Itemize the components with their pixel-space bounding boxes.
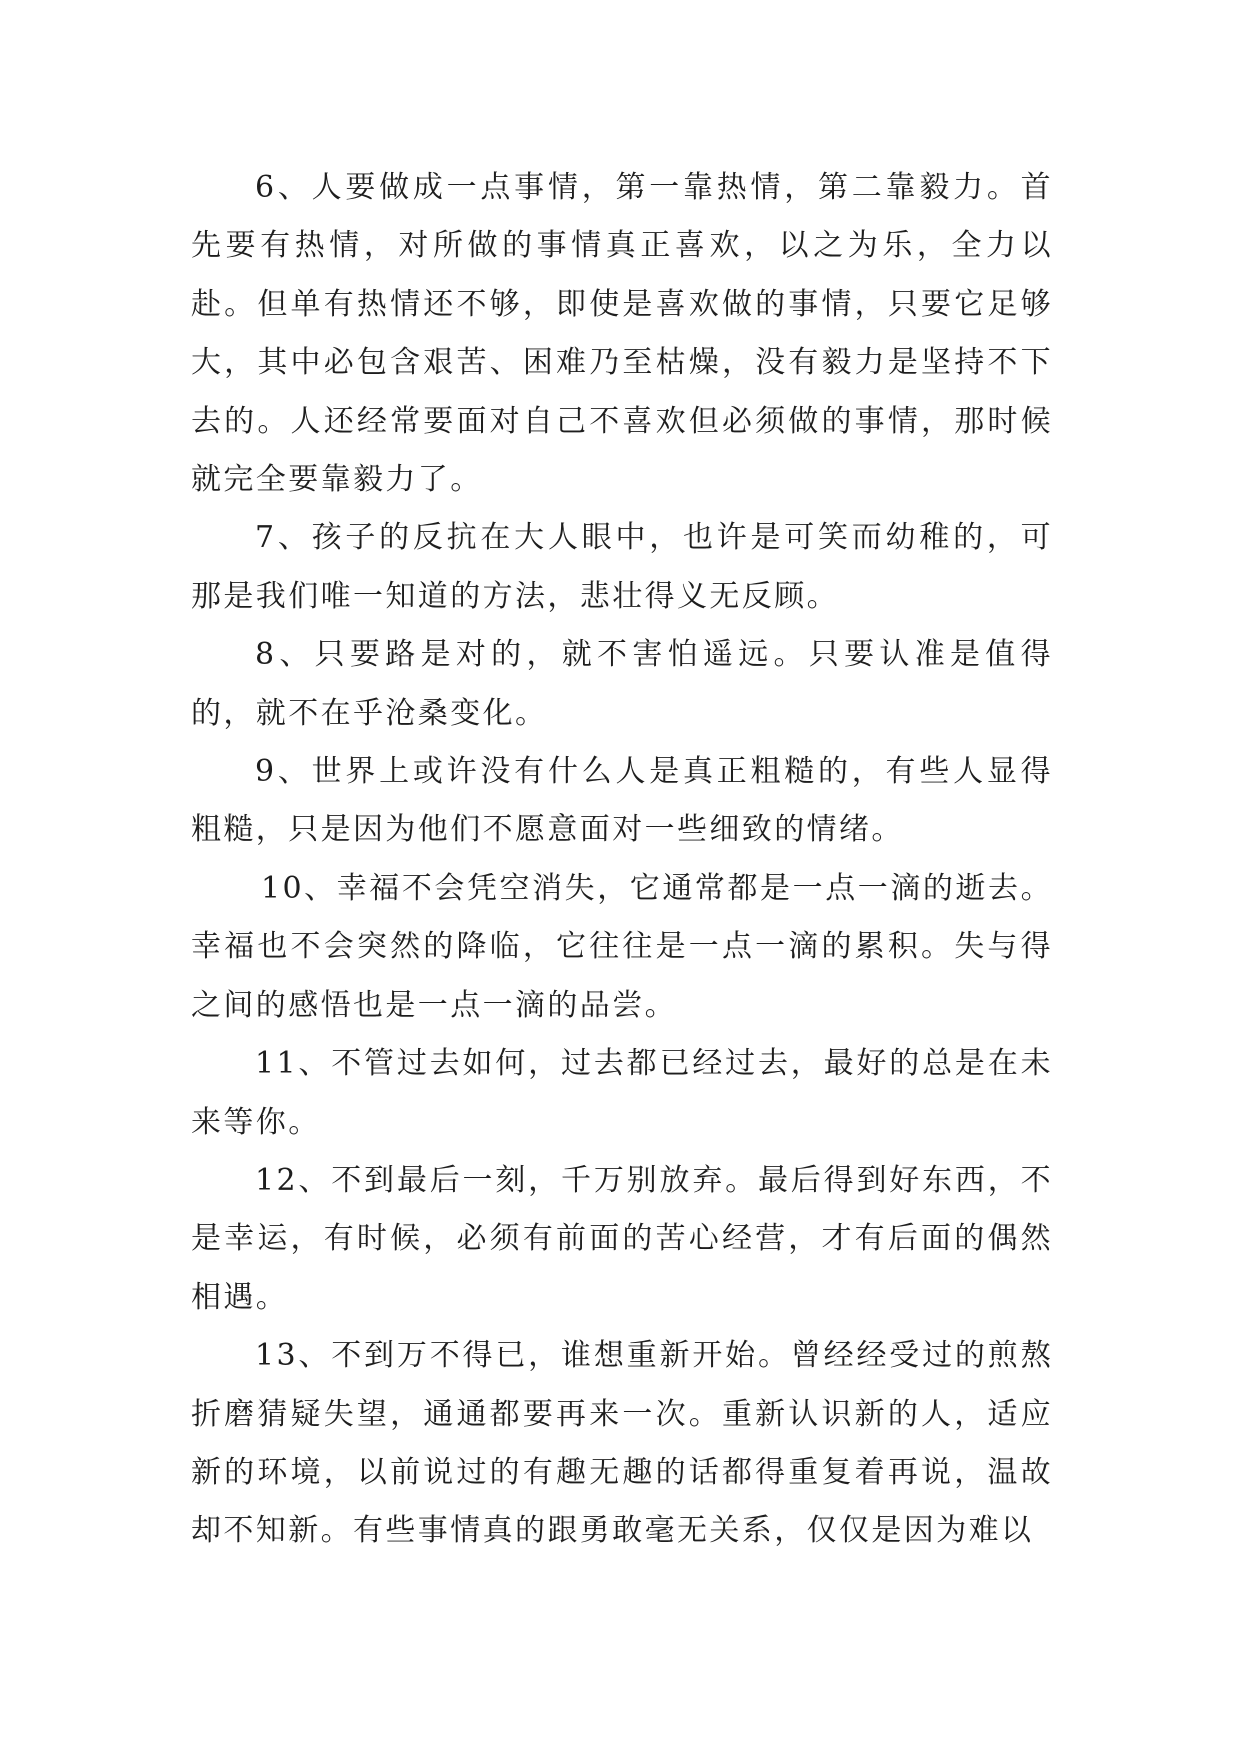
paragraph-10: 10、幸福不会凭空消失，它通常都是一点一滴的逝去。幸福也不会突然的降临，它往往是一点一滴的累积。失与得之间的感悟也是一点一滴的品尝。: [191, 870, 1053, 1023]
paragraph-8: 8、只要路是对的，就不害怕遥远。只要认准是值得的，就不在乎沧桑变化。: [191, 637, 1053, 731]
paragraph-11: 11、不管过去如何，过去都已经过去，最好的总是在未来等你。: [191, 1046, 1053, 1140]
paragraph-12: 12、不到最后一刻，千万别放弃。最后得到好东西，不是幸运，有时候，必须有前面的苦心经营，才有后面的偶然相遇。: [191, 1162, 1053, 1315]
document-body: [191, 159, 1053, 1561]
paragraph-13: 13、不到万不得已，谁想重新开始。曾经经受过的煎熬折磨猜疑失望，通通都要再来一次。重新认识新的人，适应新的环境，以前说过的有趣无趣的话都得重复着再说，温故却不知新。有些事情真的跟勇敢毫无关系，仅仅是因为难以: [191, 1338, 1053, 1549]
paragraph-9: 9、世界上或许没有什么人是真正粗糙的，有些人显得粗糙，只是因为他们不愿意面对一些细致的情绪。: [191, 754, 1053, 848]
paragraph-7: 7、孩子的反抗在大人眼中，也许是可笑而幼稚的，可那是我们唯一知道的方法，悲壮得义无反顾。: [191, 520, 1053, 614]
paragraph-6: 6、人要做成一点事情，第一靠热情，第二靠毅力。首先要有热情，对所做的事情真正喜欢，以之为乐，全力以赴。但单有热情还不够，即使是喜欢做的事情，只要它足够大，其中必包含艰苦、困难乃至枯燥，没有毅力是坚持不下去的。人还经常要面对自己不喜欢但必须做的事情，那时候就完全要靠毅力了。: [191, 170, 1053, 498]
